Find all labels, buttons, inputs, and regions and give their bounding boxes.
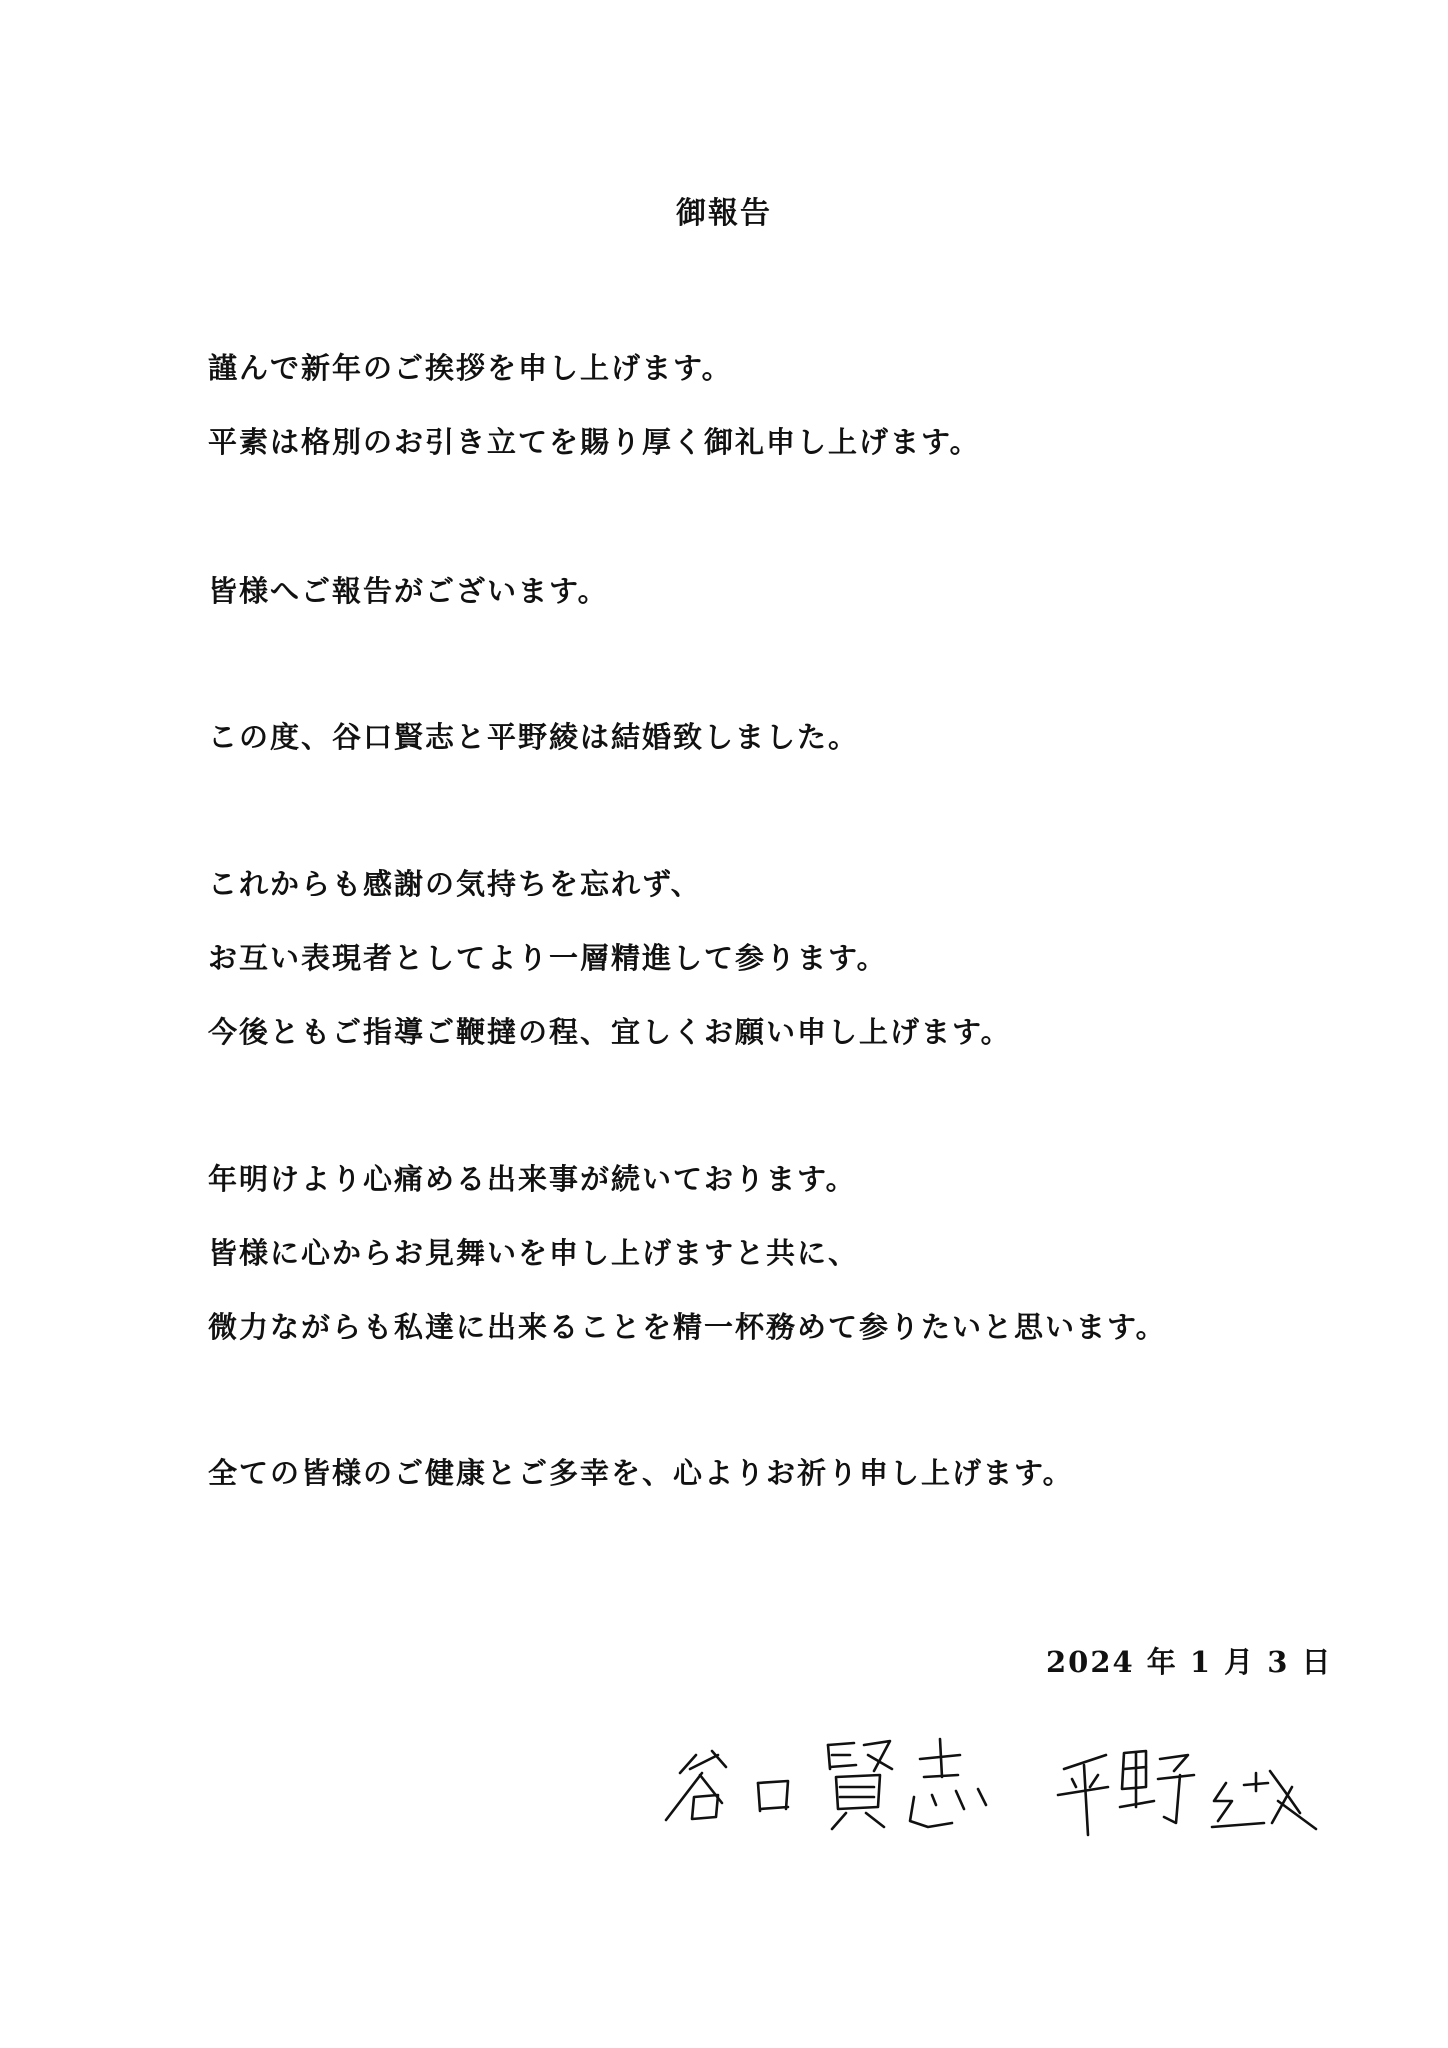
condolence-line-3: 微力ながらも私達に出来ることを精一杯務めて参りたいと思います。 xyxy=(208,1310,1167,1344)
greeting-line-1: 謹んで新年のご挨拶を申し上げます。 xyxy=(208,351,733,385)
condolence-line-1: 年明けより心痛める出来事が続いております。 xyxy=(208,1162,857,1196)
marriage-announcement-line: この度、谷口賢志と平野綾は結婚致しました。 xyxy=(208,720,860,754)
greeting-line-2: 平素は格別のお引き立てを賜り厚く御礼申し上げます。 xyxy=(208,425,981,459)
gratitude-line-2: お互い表現者としてより一層精進して参ります。 xyxy=(208,941,888,975)
report-intro-line: 皆様へご報告がございます。 xyxy=(208,574,609,608)
condolence-line-2: 皆様に心からお見舞いを申し上げますと共に、 xyxy=(208,1236,860,1270)
gratitude-line-1: これからも感謝の気持ちを忘れず、 xyxy=(208,867,702,901)
document-date: 2024 年 1 月 3 日 xyxy=(1046,1645,1333,1679)
gratitude-line-3: 今後ともご指導ご鞭撻の程、宜しくお願い申し上げます。 xyxy=(208,1015,1012,1049)
document-title: 御報告 xyxy=(676,196,772,231)
closing-line: 全ての皆様のご健康とご多幸を、心よりお祈り申し上げます。 xyxy=(208,1456,1074,1490)
handwritten-signature xyxy=(660,1725,1360,1845)
